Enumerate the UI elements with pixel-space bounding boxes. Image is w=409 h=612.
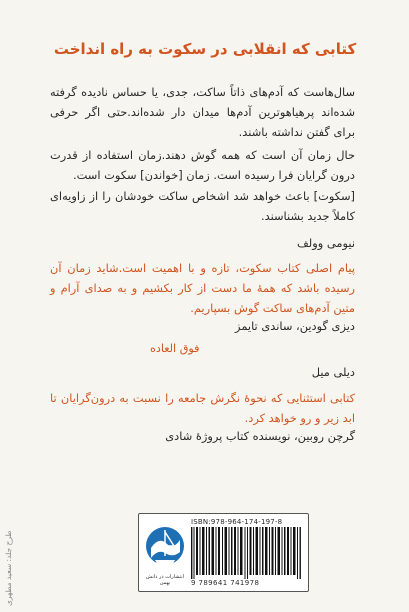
isbn-text: ISBN:978-964-174-197-8: [191, 518, 283, 526]
review-quote-3: کتابی استثنایی که نحوهٔ نگرش جامعه را نسبت به درون‌گرایان تا ابد زیر و رو خواهد کرد.: [50, 391, 355, 426]
isbn-barcode-panel: [138, 513, 309, 592]
review-source-2: دیزی گودین، ساندی تایمز: [235, 319, 355, 333]
intro-paragraph-1: سال‌هاست که آدم‌های ذاتاً ساکت، جدی، یا حساس نادیده گرفته شده‌اند پرهیاهوترین آدم‌ها میدان دار شده‌اند.حتی اگر حرفی برای گفتن نداشته باشند.: [50, 85, 355, 140]
review-source-4: گرچن روبین، نویسنده کتاب پروژهٔ شادی: [165, 429, 355, 443]
intro-paragraph-3: [سکوت] باعث خواهد شد اشخاص ساکت خودشان را از زاویه‌ای کاملاً جدید بشناسند.: [50, 189, 355, 224]
barcode-number: 9 789641 741978: [191, 579, 260, 587]
review-source-1: نیومی وولف: [297, 236, 355, 250]
cover-design-credit: طرح جلد: سعید مطهری: [4, 530, 13, 606]
review-source-3: دیلی میل: [311, 365, 355, 379]
publisher-name: انتشارات در دانش بهمن: [146, 574, 184, 586]
review-tag-2: فوق العاده: [150, 342, 200, 355]
cover-headline: کتابی که انقلابی در سکوت به راه انداخت: [53, 40, 357, 58]
barcode-icon: [191, 527, 303, 579]
intro-paragraph-2: حال زمان آن است که همه گوش دهند.زمان استفاده از قدرت درون گرایان فرا رسیده است. زمان [خواندن] سکوت است.: [50, 148, 355, 183]
review-quote-1: پیام اصلی کتاب سکوت، تازه و با اهمیت است.شاید زمان آن رسیده باشد که همهٔ ما دست از کار بکشیم و به صدای آرام و متین آدم‌های ساکت گوش بسپاریم.: [50, 261, 355, 316]
